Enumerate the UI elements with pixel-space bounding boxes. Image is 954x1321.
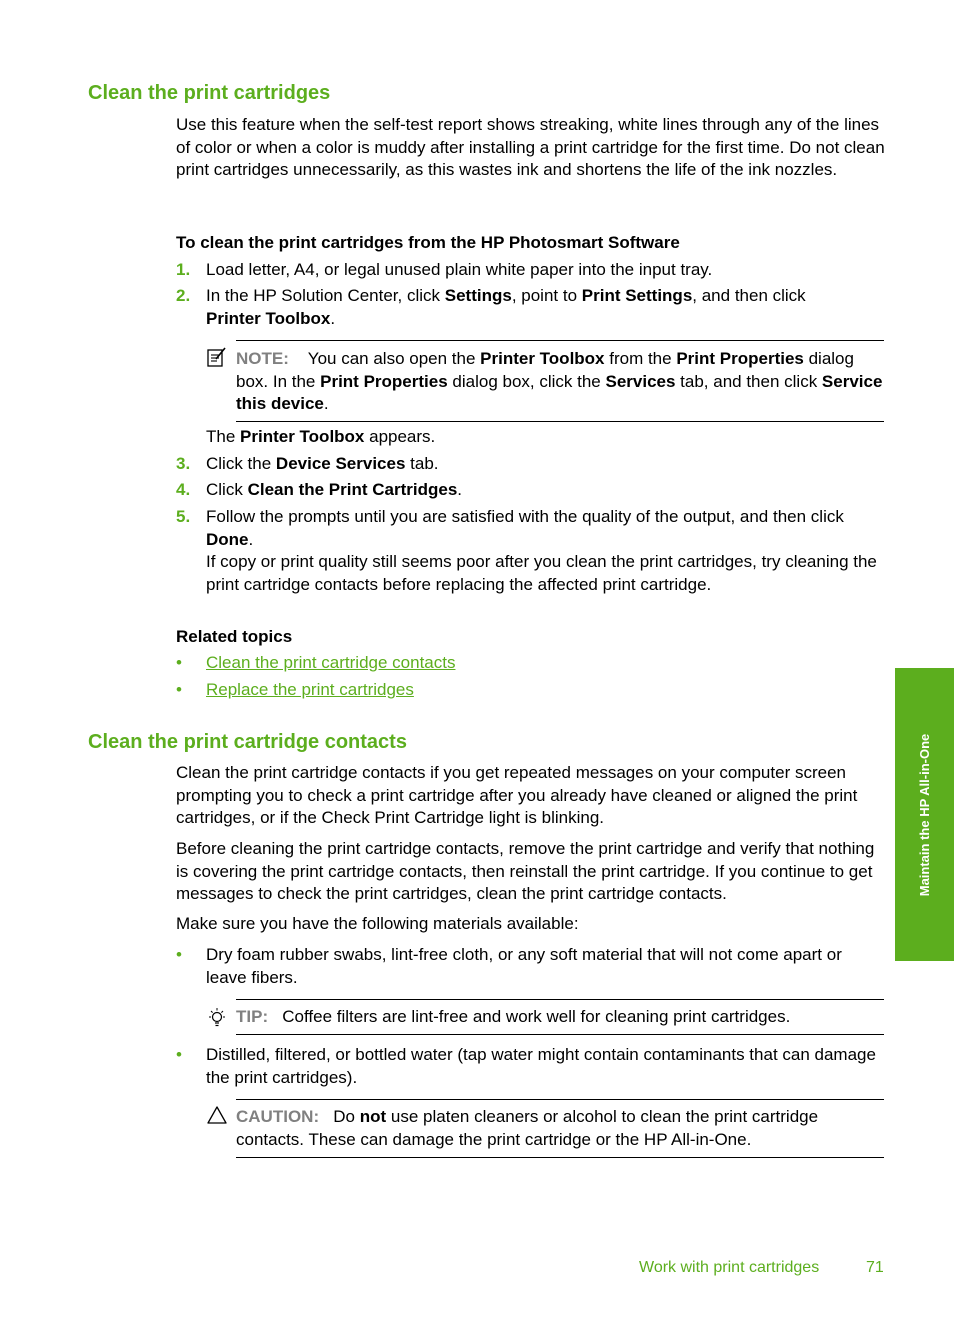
section-title-clean-contacts: Clean the print cartridge contacts: [88, 731, 407, 753]
note-label: NOTE:: [236, 349, 289, 368]
intro-paragraph: Use this feature when the self-test report shows streaking, white lines through any of the lines of color or when a color is muddy after installing a print cartridge for the first time. Do not clean print cartridges unnecessarily, as this wastes ink and shortens the life of the ink nozzles.: [176, 115, 885, 179]
bullet: •: [176, 680, 182, 699]
step-text: Click the Device Services tab.: [206, 454, 439, 473]
bullet: •: [176, 653, 182, 672]
tip-bottom-rule: [236, 1034, 884, 1035]
contacts-paragraph-3: Make sure you have the following materials available:: [176, 914, 579, 933]
link-clean-contacts[interactable]: Clean the print cartridge contacts: [206, 653, 456, 672]
step-text: In the HP Solution Center, click Settings, point to Print Settings, and then click Printer Toolbox.: [206, 286, 806, 328]
related-topics-heading: Related topics: [176, 627, 293, 646]
tip-text: TIP: Coffee filters are lint-free and work well for cleaning print cartridges.: [236, 1007, 791, 1026]
caution-label: CAUTION:: [236, 1107, 320, 1126]
list-item-text: Dry foam rubber swabs, lint-free cloth, or any soft material that will not come apart or leave fibers.: [206, 945, 842, 987]
step-number: 1.: [176, 260, 191, 279]
caution-icon: [206, 1104, 228, 1126]
step-number: 5.: [176, 507, 191, 526]
step-text: Follow the prompts until you are satisfied with the quality of the output, and then click Done. If copy or print quality still seems poor after you clean the print cartridges, try cleaning the print cartridge contacts before replacing the affected print cartridge.: [206, 507, 877, 594]
side-tab-label: Maintain the HP All-in-One: [916, 733, 932, 896]
step-text: Click Clean the Print Cartridges.: [206, 480, 463, 499]
note-top-rule: [236, 340, 884, 341]
toolbox-appears-text: The Printer Toolbox appears.: [206, 427, 436, 446]
step-text: Load letter, A4, or legal unused plain white paper into the input tray.: [206, 260, 713, 279]
step-number: 3.: [176, 454, 191, 473]
tip-label: TIP:: [236, 1007, 269, 1026]
caution-text: CAUTION: Do not use platen cleaners or alcohol to clean the print cartridge contacts. These can damage the print cartridge or the HP All-in-One.: [236, 1107, 819, 1149]
contacts-paragraph-2: Before cleaning the print cartridge contacts, remove the print cartridge and verify that nothing is covering the print cartridge contacts, then reinstall the print cartridge. If you continue to get messages to check the print cartridges, clean the print cartridge contacts.: [176, 839, 875, 903]
bullet: •: [176, 945, 182, 964]
note-bottom-rule: [236, 421, 884, 422]
procedure-heading: To clean the print cartridges from the HP Photosmart Software: [176, 233, 680, 252]
chapter-side-tab: [895, 668, 954, 961]
caution-top-rule: [236, 1099, 884, 1100]
bullet: •: [176, 1045, 182, 1064]
note-text: NOTE: You can also open the Printer Toolbox from the Print Properties dialog box. In the Print Properties dialog box, click the Services tab, and then click Service this device.: [236, 349, 883, 413]
footer-chapter-title: Work with print cartridges: [639, 1259, 820, 1276]
caution-bottom-rule: [236, 1157, 884, 1158]
step-number: 4.: [176, 480, 191, 499]
section-title-clean-cartridges: Clean the print cartridges: [88, 82, 331, 104]
note-icon: [206, 346, 228, 368]
contacts-paragraph-1: Clean the print cartridge contacts if you get repeated messages on your computer screen prompting you to check a print cartridge after you already have cleaned or aligned the print cartridges, or if the Check Print Cartridge light is blinking.: [176, 763, 858, 827]
link-replace-cartridges[interactable]: Replace the print cartridges: [206, 680, 414, 699]
step-number: 2.: [176, 286, 191, 305]
tip-top-rule: [236, 999, 884, 1000]
page-number: 71: [866, 1259, 884, 1276]
list-item-text: Distilled, filtered, or bottled water (tap water might contain contaminants that can damage the print cartridges).: [206, 1045, 876, 1087]
tip-icon: [206, 1007, 228, 1029]
